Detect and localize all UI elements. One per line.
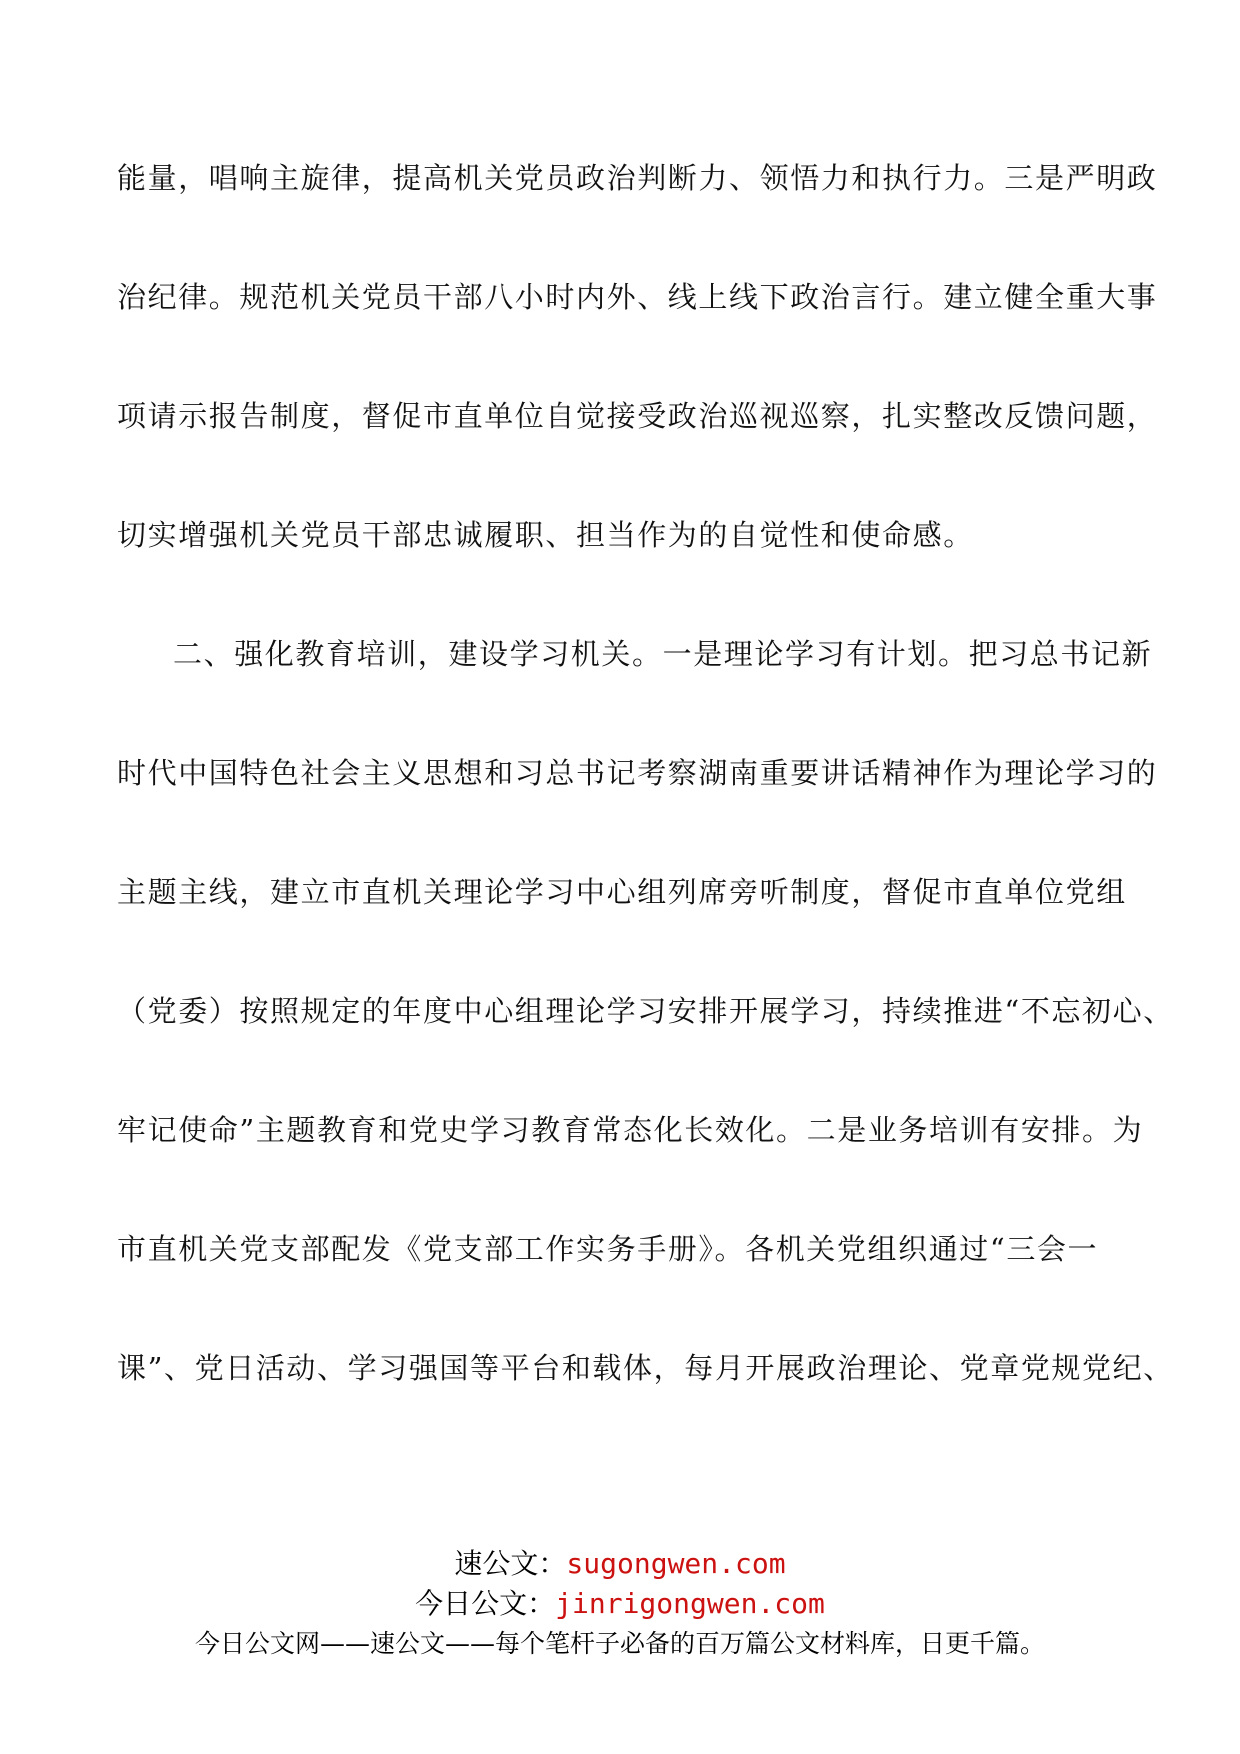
body-line-10: 市直机关党支部配发《党支部工作实务手册》。各机关党组织通过“三会一 <box>117 1232 1099 1266</box>
footer-line-sugongwen <box>0 1548 1240 1580</box>
footer-line-jinrigongwen <box>0 1588 1240 1620</box>
footer-link-sugongwen[interactable]: sugongwen.com <box>566 1547 786 1580</box>
body-line-8: （党委）按照规定的年度中心组理论学习安排开展学习，持续推进“不忘初心、 <box>117 994 1174 1028</box>
body-line-11: 课”、党日活动、学习强国等平台和载体，每月开展政治理论、党章党规党纪、 <box>117 1351 1174 1385</box>
body-line-9: 牢记使命”主题教育和党史学习教育常态化长效化。二是业务培训有安排。为 <box>117 1113 1144 1147</box>
body-line-3: 项请示报告制度，督促市直单位自觉接受政治巡视巡察，扎实整改反馈问题， <box>117 399 1158 433</box>
footer-slogan: 今日公文网——速公文——每个笔杆子必备的百万篇公文材料库，日更千篇。 <box>194 1629 1045 1658</box>
body-line-7: 主题主线，建立市直机关理论学习中心组列席旁听制度，督促市直单位党组 <box>117 875 1127 909</box>
body-line-4: 切实增强机关党员干部忠诚履职、担当作为的自觉性和使命感。 <box>117 518 974 552</box>
body-line-6: 时代中国特色社会主义思想和习总书记考察湖南重要讲话精神作为理论学习的 <box>117 756 1158 790</box>
footer-label-sugongwen: 速公文： <box>454 1547 567 1580</box>
body-line-5: 二、强化教育培训，建设学习机关。一是理论学习有计划。把习总书记新 <box>173 637 1153 671</box>
footer-link-jinrigongwen[interactable]: jinrigongwen.com <box>555 1587 825 1620</box>
body-line-1: 能量，唱响主旋律，提高机关党员政治判断力、领悟力和执行力。三是严明政 <box>117 161 1158 195</box>
body-line-2: 治纪律。规范机关党员干部八小时内外、线上线下政治言行。建立健全重大事 <box>117 280 1158 314</box>
footer-label-jinrigongwen: 今日公文： <box>415 1587 556 1620</box>
